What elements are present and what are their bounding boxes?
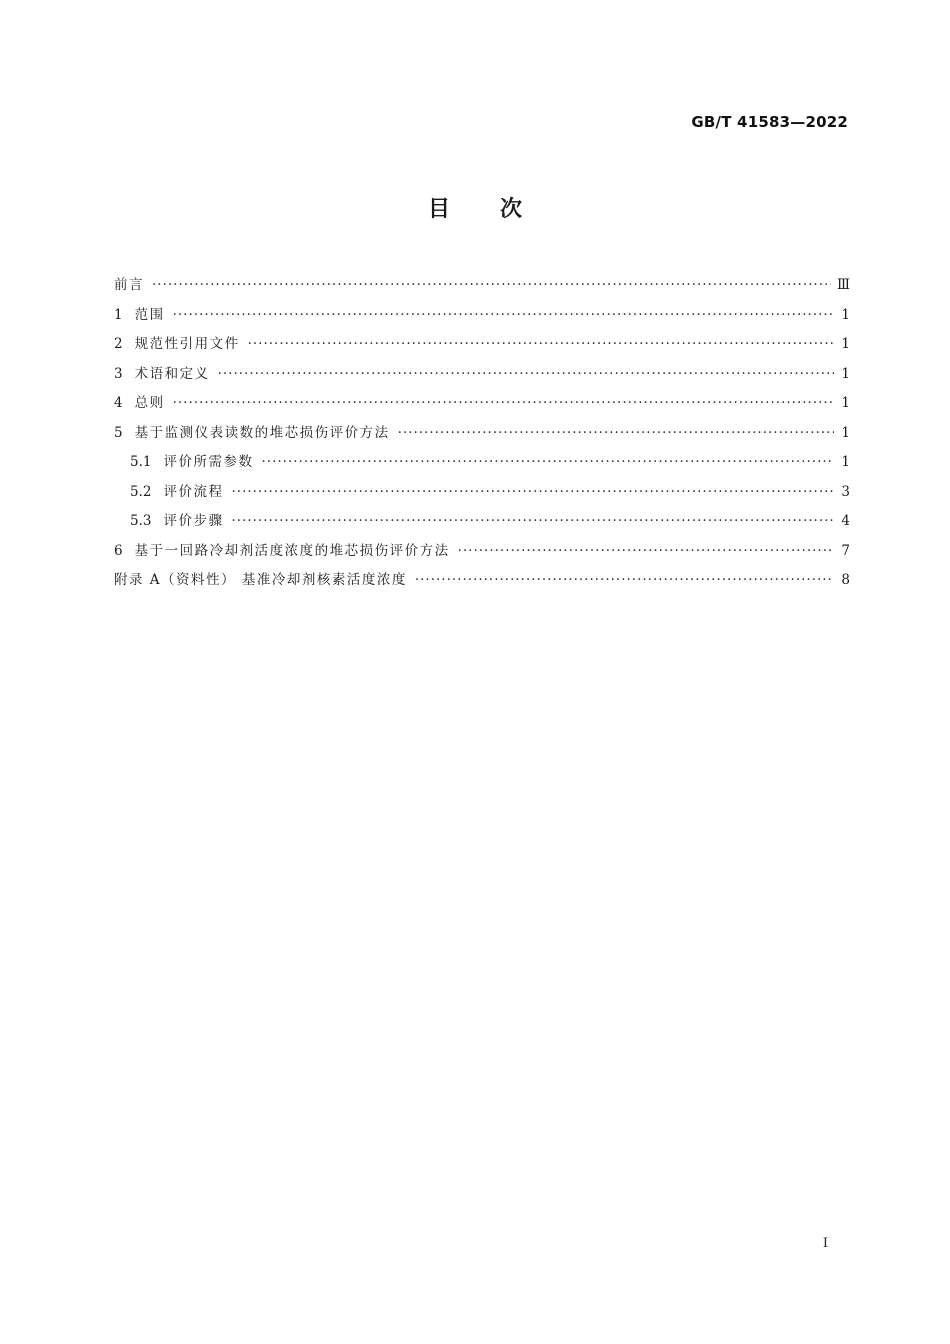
table-of-contents [114,273,850,598]
toc-entry-foreword[interactable] [114,273,850,303]
toc-entry-1[interactable] [114,303,850,333]
toc-entry-label: 前言 [114,277,144,293]
toc-entry-6[interactable] [114,539,850,569]
toc-entry-number: 5.3 [130,513,152,529]
toc-entry-number: 4 [114,395,123,411]
toc-entry-page: Ⅲ [836,277,850,293]
toc-leader-dots [415,568,834,592]
toc-entry-4[interactable] [114,391,850,421]
toc-leader-dots [152,273,831,297]
toc-leader-dots [248,332,834,356]
toc-entry-number: 6 [114,542,123,559]
toc-entry-page: 1 [841,454,850,470]
toc-entry-label: 评价流程 [163,483,224,500]
toc-entry-label: 范围 [134,306,165,323]
toc-entry-page: 1 [841,336,850,352]
toc-entry-page: 8 [841,572,850,588]
toc-leader-dots [173,391,834,415]
toc-entry-label: 评价所需参数 [163,454,254,470]
toc-entry-number: 1 [114,306,123,323]
toc-entry-page: 4 [841,513,850,529]
toc-entry-page: 1 [841,395,850,411]
toc-title-part2: 次 [500,197,523,222]
toc-entry-label: 规范性引用文件 [134,336,240,352]
toc-entry-number: 5 [114,424,123,441]
toc-entry-label: 总则 [134,395,165,411]
page-number: I [822,1236,828,1251]
toc-entry-number: 5.2 [130,483,152,500]
toc-entry-2[interactable] [114,332,850,362]
toc-leader-dots [231,509,834,533]
toc-entry-page: 7 [841,542,850,559]
toc-entry-page: 1 [841,306,850,323]
toc-entry-appendix-a[interactable] [114,568,850,598]
toc-entry-label: 评价步骤 [163,513,224,529]
toc-leader-dots [398,421,834,445]
toc-entry-label: 基于一回路冷却剂活度浓度的堆芯损伤评价方法 [134,542,450,559]
toc-entry-5-1[interactable] [114,450,850,480]
toc-entry-5-3[interactable] [114,509,850,539]
toc-leader-dots [218,362,834,386]
toc-entry-label: 术语和定义 [134,365,210,382]
toc-entry-number: 3 [114,365,123,382]
toc-entry-number: 2 [114,336,123,352]
toc-title-part1: 目 [427,197,450,222]
toc-entry-5[interactable] [114,421,850,451]
toc-entry-label: 附录 A（资料性） 基准冷却剂核素活度浓度 [114,572,407,588]
toc-leader-dots [231,480,834,504]
toc-leader-dots [173,303,834,327]
toc-title [0,192,950,223]
toc-entry-page: 1 [841,365,850,382]
toc-entry-label: 基于监测仪表读数的堆芯损伤评价方法 [134,424,390,441]
toc-entry-3[interactable] [114,362,850,392]
toc-entry-number: 5.1 [130,454,152,470]
document-code: GB/T 41583—2022 [691,113,848,131]
toc-entry-5-2[interactable] [114,480,850,510]
toc-leader-dots [458,539,834,563]
toc-leader-dots [261,450,834,474]
toc-entry-page: 3 [841,483,850,500]
toc-entry-page: 1 [841,424,850,441]
